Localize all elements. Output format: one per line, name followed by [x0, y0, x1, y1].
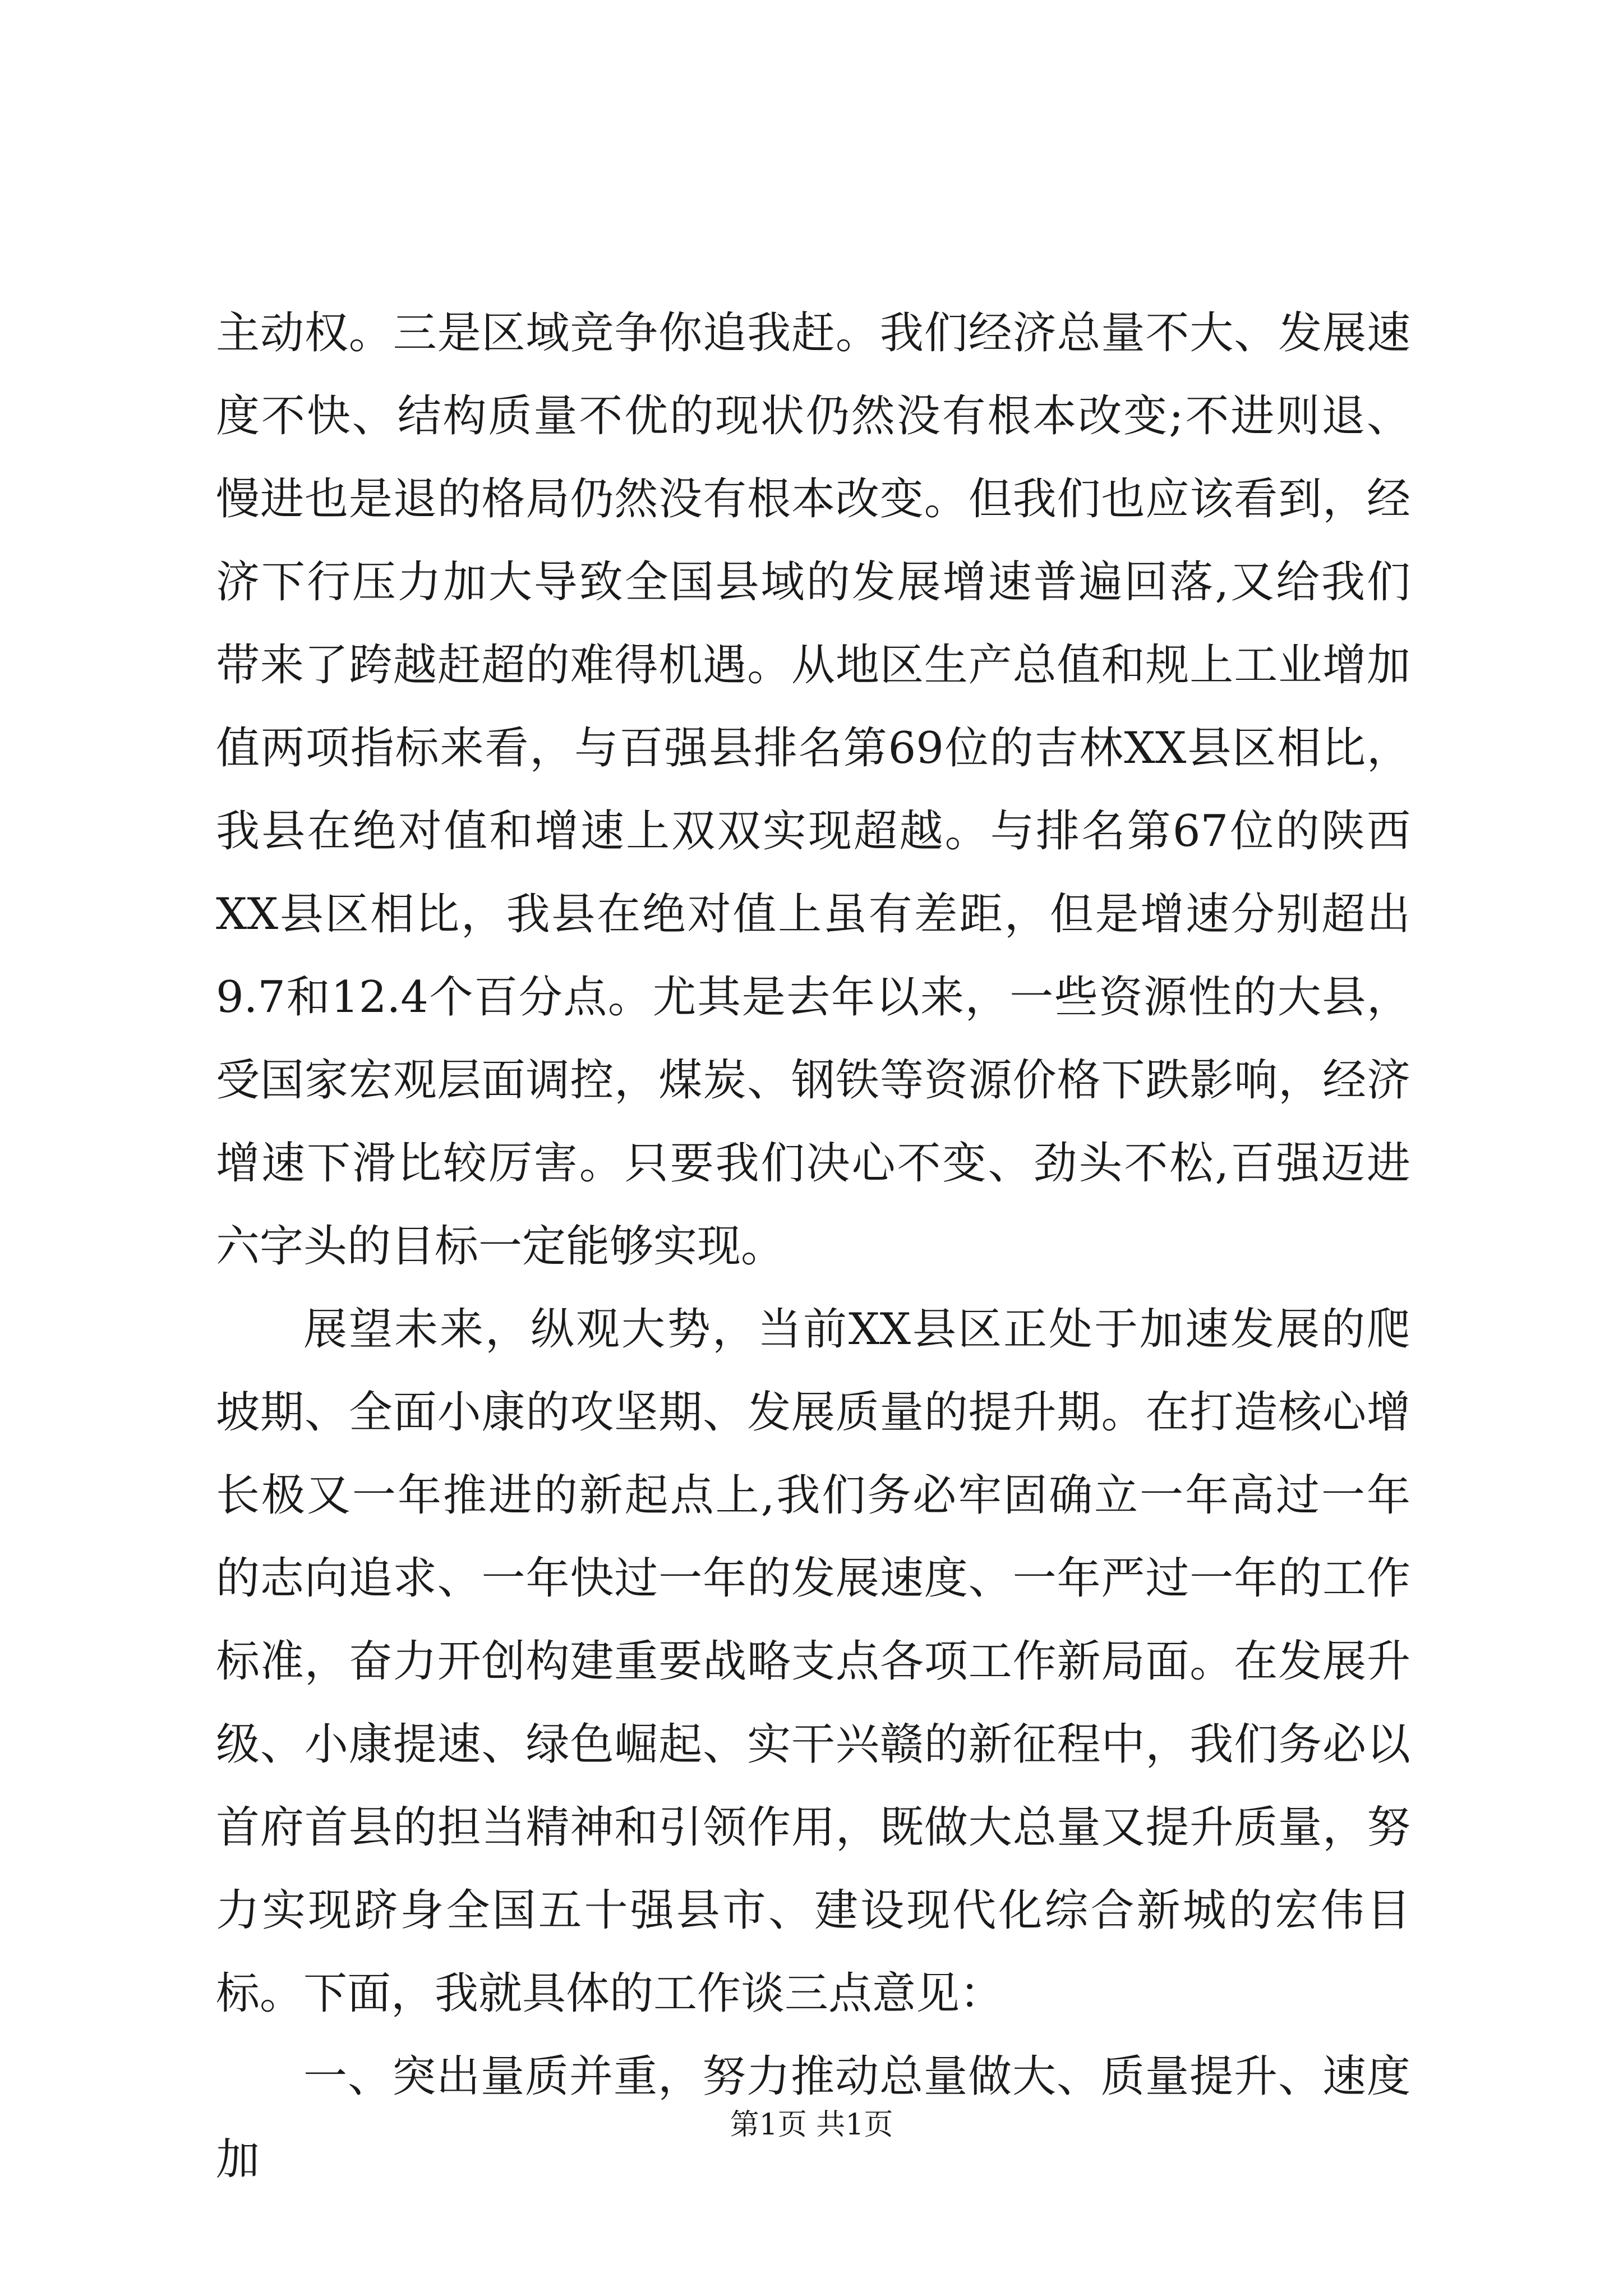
page-footer: 第1页 共1页 — [730, 2108, 893, 2142]
paragraph-continued: 主动权。三是区域竞争你追我赶。我们经济总量不大、发展速度不快、结构质量不优的现状仍然没有根本改变;不进则退、慢进也是退的格局仍然没有根本改变。但我们也应该看到，经济下行压力加大导致全国县域的发展增速普遍回落,又给我们带来了跨越赶超的难得机遇。从地区生产总值和规上工业增加值两项指标来看，与百强县排名第69位的吉林XX县区相比，我县在绝对值和增速上双双实现超越。与排名第67位的陕西XX县区相比，我县在绝对值上虽有差距，但是增速分别超出9.7和12.4个百分点。尤其是去年以来，一些资源性的大县，受国家宏观层面调控，煤炭、钢铁等资源价格下跌影响，经济增速下滑比较厉害。只要我们决心不变、劲头不松,百强迈进六字头的目标一定能够实现。 — [216, 308, 1410, 1272]
section-heading-one: 一、突出量质并重，努力推动总量做大、质量提升、速度加 — [216, 2051, 1410, 2185]
body-text — [216, 292, 1410, 2201]
paragraph-outlook: 展望未来，纵观大势，当前XX县区正处于加速发展的爬坡期、全面小康的攻坚期、发展质量的提升期。在打造核心增长极又一年推进的新起点上,我们务必牢固确立一年高过一年的志向追求、一年快过一年的发展速度、一年严过一年的工作标准，奋力开创构建重要战略支点各项工作新局面。在发展升级、小康提速、绿色崛起、实干兴赣的新征程中，我们务必以首府首县的担当精神和引领作用，既做大总量又提升质量，努力实现跻身全国五十强县市、建设现代化综合新城的宏伟目标。下面，我就具体的工作谈三点意见： — [216, 1304, 1410, 2019]
